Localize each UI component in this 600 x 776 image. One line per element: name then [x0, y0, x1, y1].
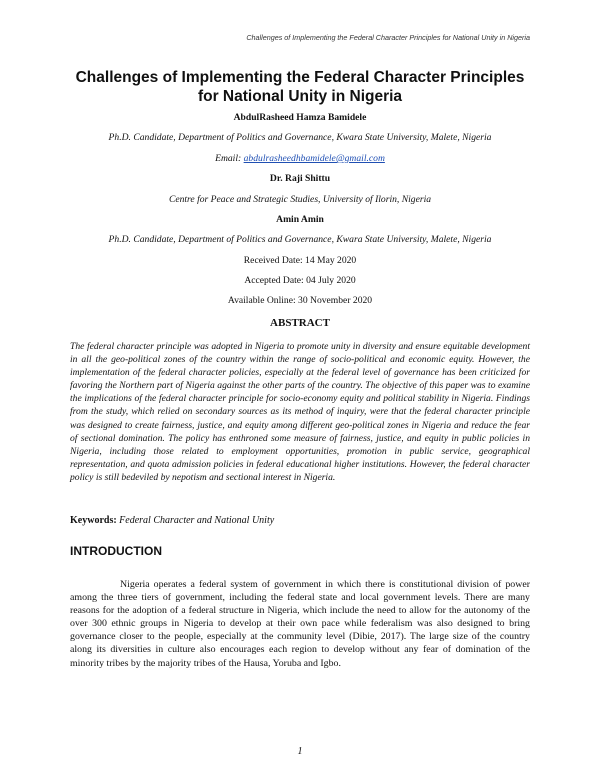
author-name-2: Dr. Raji Shittu	[269, 173, 331, 184]
author-name-3: Amin Amin	[276, 214, 324, 225]
available-online-date: Available Online: 30 November 2020	[227, 295, 373, 306]
abstract-text: The federal character principle was adopted in Nigeria to promote unity in diversity and ensure equitable development in all the geo-political zones of the country within the range of socio-political and economic equity. However, the implementation of the federal character policies, especially at the federal level of governance has been criticized for favoring the Northern part of Nigeria against the other parts of the country. The objective of this paper was to examine the implications of the federal character principle for socio-economy equity and political stability in Nigeria. Findings from the study, which relied on secondary sources as its method of inquiry, were that the federal character principle was designed to create fairness, justice, and equity among different geo-political zones in Nigeria and reduce the fear of sectional domination. The policy has enthroned some measure of fairness, justice, and equity in public policies in Nigeria, including those related to employment opportunities, promotion in public service, geographical representation, and quota admission policies in federal educational higher institutions. However, the federal character policy is still bedeviled by nepotism and sectional interest in Nigeria.	[70, 341, 530, 483]
email-label: Email:	[215, 153, 242, 164]
keywords-label: Keywords:	[70, 515, 117, 526]
author-affiliation-1: Ph.D. Candidate, Department of Politics and Governance, Kwara State University, Malete, Nigeria	[108, 132, 492, 143]
author-affiliation-3: Ph.D. Candidate, Department of Politics and Governance, Kwara State University, Malete, Nigeria	[108, 234, 492, 245]
introduction-heading: INTRODUCTION	[70, 544, 162, 558]
introduction-paragraph: Nigeria operates a federal system of government in which there is constitutional division of power among the three tiers of government, including the federal state and local government levels. There are many reasons for the adoption of a federal structure in Nigeria, which include the need to allow for the autonomy of the over 300 ethnic groups in Nigeria to develop at their own pace while federalism was also designed to bring governance closer to the people, especially at the community level (Dibie, 2017). The large size of the country along its diversities in culture also encourages each region to develop without any fear of domination of the minority tribes by the majority tribes of the Hausa, Yoruba and Igbo.	[70, 579, 530, 669]
paper-title: Challenges of Implementing the Federal Character Principles for National Unity in Nigeria	[75, 69, 525, 105]
author-name-1: AbdulRasheed Hamza Bamidele	[233, 112, 367, 123]
keywords	[70, 515, 274, 526]
page-number: 1	[297, 746, 303, 757]
author-affiliation-2: Centre for Peace and Strategic Studies, University of Ilorin, Nigeria	[168, 194, 432, 205]
author-email	[60, 153, 540, 164]
keywords-value: Federal Character and National Unity	[119, 515, 275, 526]
accepted-date: Accepted Date: 04 July 2020	[244, 275, 356, 286]
received-date: Received Date: 14 May 2020	[243, 255, 357, 266]
abstract-heading: ABSTRACT	[270, 317, 330, 329]
email-link[interactable]: abdulrasheedhbamidele@gmail.com	[243, 153, 385, 164]
running-head: Challenges of Implementing the Federal Character Principles for National Unity in Nigeria	[246, 33, 530, 42]
